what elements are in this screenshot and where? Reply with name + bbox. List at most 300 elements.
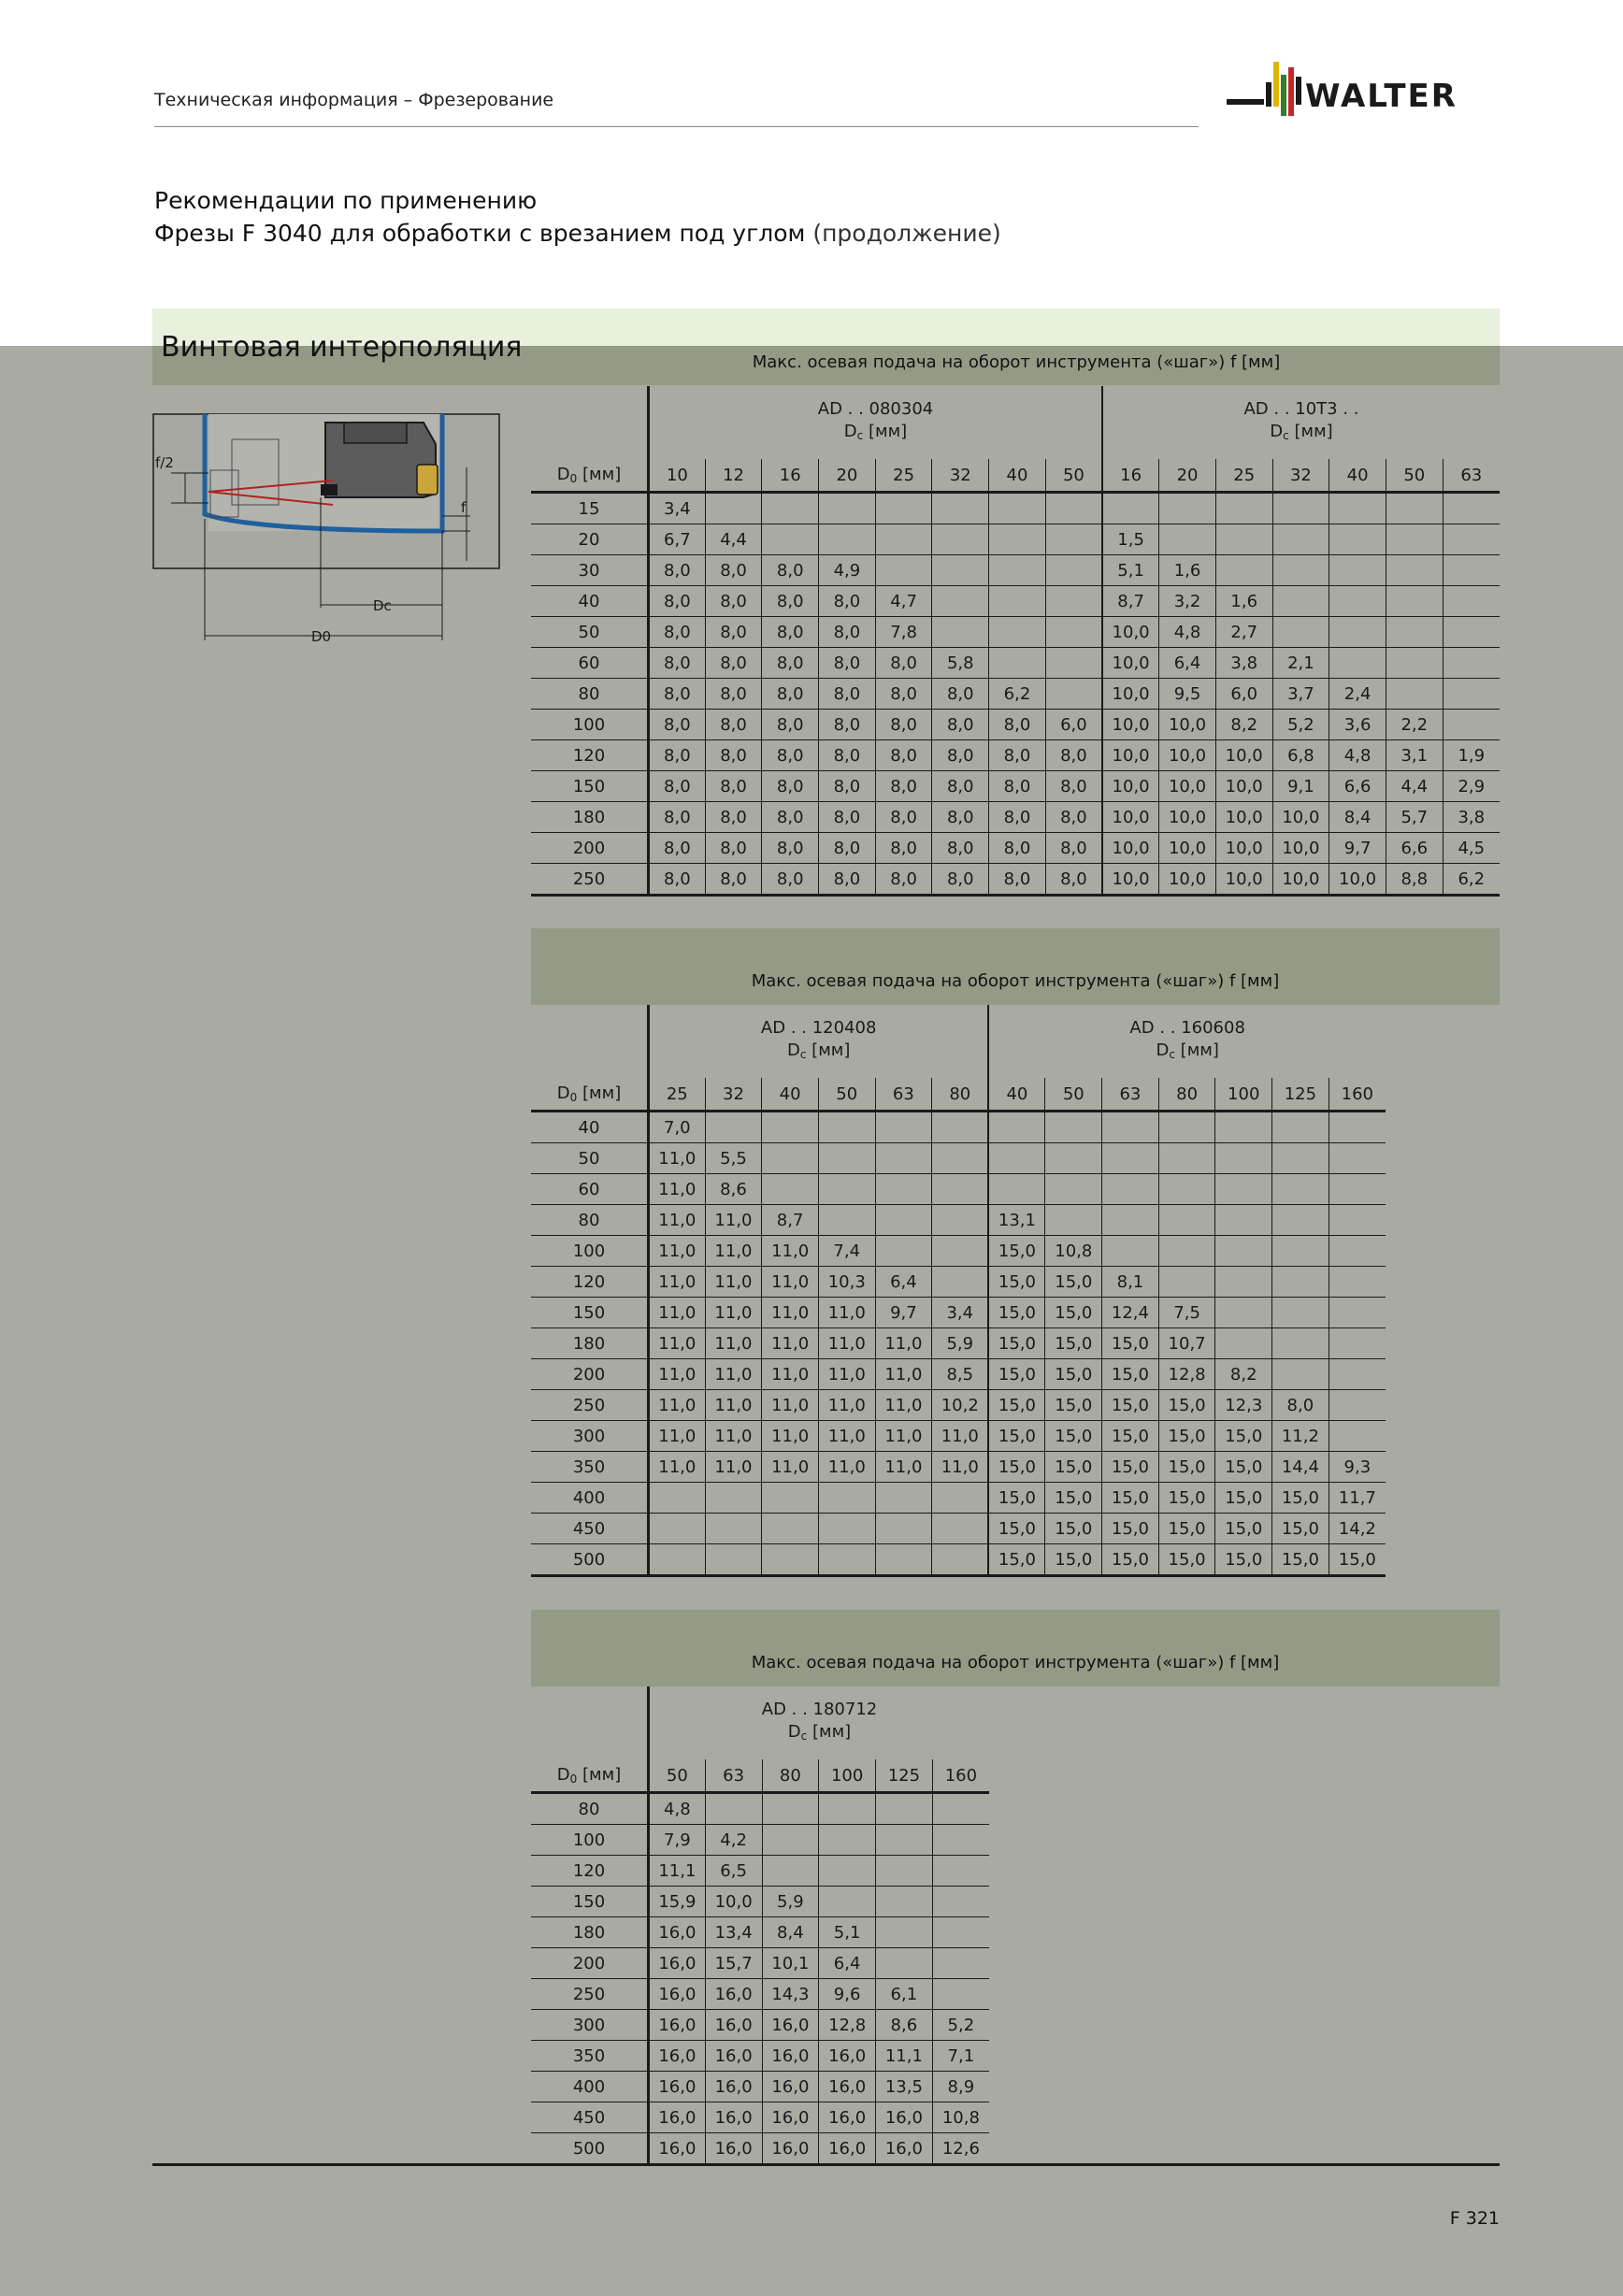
d0-value: 180: [531, 1917, 649, 1948]
feed-value: 15,0: [988, 1298, 1045, 1328]
feed-value: 10,0: [1215, 802, 1272, 833]
dc-unit: [мм]: [1180, 1040, 1219, 1060]
feed-value: 11,0: [649, 1267, 706, 1298]
feed-value: 10,0: [1272, 833, 1329, 864]
dc-value: 160: [1329, 1078, 1386, 1112]
feed-value: 8,0: [989, 771, 1046, 802]
feed-value: [1045, 679, 1102, 710]
feed-value: 8,0: [1045, 864, 1102, 896]
feed-value: 11,0: [649, 1298, 706, 1328]
feed-value: [1329, 524, 1386, 555]
feed-value: 12,4: [1102, 1298, 1159, 1328]
feed-value: [988, 1112, 1045, 1143]
feed-value: [1272, 524, 1329, 555]
table1-caption: Макс. осевая подача на оборот инструмента («шаг») f [мм]: [752, 352, 1281, 372]
table-row: [531, 1390, 1386, 1421]
group-header: [988, 1005, 1386, 1078]
feed-value: 16,0: [819, 2072, 876, 2102]
d0-header: [531, 1078, 649, 1112]
dc-value: 16: [1102, 459, 1159, 493]
feed-value: 5,1: [819, 1917, 876, 1948]
feed-value: [762, 1143, 819, 1174]
feed-value: [1045, 555, 1102, 586]
feed-value: [876, 1887, 933, 1917]
feed-value: 10,0: [1272, 864, 1329, 896]
feed-value: [1329, 1298, 1386, 1328]
d0-value: 400: [531, 2072, 649, 2102]
d0-value: 80: [531, 1793, 649, 1825]
feed-value: 9,5: [1159, 679, 1216, 710]
d0-value: 60: [531, 648, 649, 679]
table-row: [531, 524, 1500, 555]
feed-value: [875, 1544, 932, 1576]
feed-value: 11,0: [705, 1452, 762, 1483]
feed-value: [1215, 1143, 1272, 1174]
d0-symbol: D: [556, 1083, 570, 1103]
feed-value: 11,0: [705, 1205, 762, 1236]
feed-value: 4,4: [705, 524, 762, 555]
table-row: [531, 1112, 1386, 1143]
table-row: [531, 679, 1500, 710]
feed-value: [988, 1143, 1045, 1174]
feed-value: 15,0: [1158, 1390, 1215, 1421]
feed-value: 6,4: [819, 1948, 876, 1979]
dc-value: 63: [1102, 1078, 1159, 1112]
feed-value: [1158, 1205, 1215, 1236]
feed-value: [819, 1825, 876, 1856]
feed-value: 8,0: [989, 864, 1046, 896]
feed-value: 11,0: [762, 1390, 819, 1421]
dc-value: 125: [876, 1759, 933, 1793]
feed-value: 11,0: [875, 1328, 932, 1359]
feed-value: 10,0: [1102, 802, 1159, 833]
feed-value: 3,6: [1329, 710, 1386, 740]
dc-value: 125: [1272, 1078, 1329, 1112]
feed-value: 15,0: [1215, 1452, 1272, 1483]
group-header-row: [531, 1686, 989, 1759]
d0-header: [531, 1759, 649, 1793]
feed-value: 8,1: [1102, 1267, 1159, 1298]
feed-value: 15,0: [1158, 1514, 1215, 1544]
feed-value: [1386, 493, 1443, 524]
d0-value: 300: [531, 1421, 649, 1452]
walter-logo: [1227, 58, 1503, 133]
feed-value: [762, 1514, 819, 1544]
feed-value: 15,0: [1045, 1298, 1102, 1328]
feed-value: [1045, 1112, 1102, 1143]
table-row: [531, 1359, 1386, 1390]
feed-value: 12,6: [932, 2133, 989, 2165]
feed-value: 8,0: [819, 679, 876, 710]
feed-value: 3,7: [1272, 679, 1329, 710]
feed-value: [1102, 493, 1159, 524]
table-row: [531, 1483, 1386, 1514]
feed-value: 8,0: [649, 710, 706, 740]
feed-value: [762, 1483, 819, 1514]
feed-value: 10,0: [1215, 833, 1272, 864]
feed-value: 16,0: [705, 2041, 762, 2072]
feed-value: 10,0: [1159, 740, 1216, 771]
d0-value: 100: [531, 1825, 649, 1856]
feed-value: 11,0: [705, 1236, 762, 1267]
insert-type: AD . . 180712: [761, 1700, 878, 1719]
d0-value: 180: [531, 1328, 649, 1359]
feed-value: 16,0: [876, 2102, 933, 2133]
feed-value: [1272, 617, 1329, 648]
d0-value: 250: [531, 864, 649, 896]
feed-value: 11,0: [818, 1421, 875, 1452]
feed-value: [818, 1143, 875, 1174]
table-row: [531, 1514, 1386, 1544]
feed-value: 8,0: [762, 555, 819, 586]
group-header: [649, 1005, 989, 1078]
feed-value: 11,0: [818, 1359, 875, 1390]
feed-value: [705, 1514, 762, 1544]
feed-value: [1443, 524, 1500, 555]
feed-value: 10,0: [1102, 679, 1159, 710]
feed-value: 5,7: [1386, 802, 1443, 833]
feed-value: 8,0: [875, 679, 932, 710]
feed-value: 9,3: [1329, 1452, 1386, 1483]
feed-value: [1386, 617, 1443, 648]
feed-value: 10,1: [762, 1948, 819, 1979]
feed-table-2: [531, 1005, 1386, 1577]
feed-value: 6,8: [1272, 740, 1329, 771]
feed-value: [1215, 1236, 1272, 1267]
feed-value: 6,2: [989, 679, 1046, 710]
feed-value: 8,0: [762, 771, 819, 802]
dc-value: 80: [762, 1759, 819, 1793]
feed-value: [1045, 1174, 1102, 1205]
d0-value: 500: [531, 2133, 649, 2165]
feed-value: 8,2: [1215, 710, 1272, 740]
d0-subscript: 0: [569, 472, 578, 485]
feed-value: [876, 1917, 933, 1948]
feed-value: [932, 1174, 989, 1205]
dc-value: 63: [1443, 459, 1500, 493]
dc-value: 32: [932, 459, 989, 493]
feed-value: 4,8: [1159, 617, 1216, 648]
feed-value: 14,2: [1329, 1514, 1386, 1544]
d0-value: 350: [531, 1452, 649, 1483]
group-header: [1102, 386, 1500, 459]
feed-value: 3,1: [1386, 740, 1443, 771]
feed-value: [1272, 1205, 1329, 1236]
dc-value: 80: [1158, 1078, 1215, 1112]
feed-value: 8,0: [989, 710, 1046, 740]
table-row: [531, 864, 1500, 896]
feed-value: 8,0: [705, 802, 762, 833]
feed-value: 10,0: [1159, 802, 1216, 833]
feed-value: 15,0: [988, 1236, 1045, 1267]
feed-value: 6,7: [649, 524, 706, 555]
feed-value: [1329, 1112, 1386, 1143]
feed-value: 11,0: [705, 1359, 762, 1390]
feed-value: 11,0: [705, 1267, 762, 1298]
feed-value: [1045, 586, 1102, 617]
feed-value: 4,5: [1443, 833, 1500, 864]
feed-value: 11,0: [762, 1452, 819, 1483]
dc-unit: [мм]: [812, 1040, 851, 1060]
feed-value: 8,0: [649, 555, 706, 586]
dc-value: 10: [649, 459, 706, 493]
group-header-row: [531, 386, 1500, 459]
table-row: [531, 1948, 989, 1979]
table3-header-band: [531, 1610, 1500, 1686]
table-row: [531, 1452, 1386, 1483]
dc-value: 50: [1045, 459, 1102, 493]
feed-value: [1045, 493, 1102, 524]
feed-value: 11,0: [649, 1328, 706, 1359]
feed-value: 8,0: [989, 833, 1046, 864]
feed-value: 15,0: [1158, 1544, 1215, 1576]
feed-value: 9,1: [1272, 771, 1329, 802]
feed-value: 6,2: [1443, 864, 1500, 896]
feed-value: 8,0: [649, 833, 706, 864]
feed-value: 8,0: [762, 617, 819, 648]
d0-value: 80: [531, 679, 649, 710]
feed-value: [1329, 1174, 1386, 1205]
feed-value: [875, 555, 932, 586]
feed-value: 10,0: [1159, 864, 1216, 896]
dc-value: 40: [1329, 459, 1386, 493]
feed-value: 5,1: [1102, 555, 1159, 586]
feed-value: 10,0: [1102, 617, 1159, 648]
feed-value: [1159, 524, 1216, 555]
feed-value: 8,0: [932, 740, 989, 771]
feed-value: 15,0: [1102, 1390, 1159, 1421]
feed-value: [762, 493, 819, 524]
feed-value: [876, 1856, 933, 1887]
feed-value: 15,0: [1045, 1390, 1102, 1421]
feed-value: 3,8: [1215, 648, 1272, 679]
feed-value: 16,0: [649, 2041, 706, 2072]
dc-header-row: [531, 1078, 1386, 1112]
feed-value: 8,0: [705, 771, 762, 802]
feed-value: 16,0: [762, 2072, 819, 2102]
feed-value: [1386, 679, 1443, 710]
d0-subscript: 0: [569, 1772, 578, 1786]
feed-value: 8,0: [705, 679, 762, 710]
feed-value: 8,0: [762, 648, 819, 679]
feed-value: 10,0: [1215, 771, 1272, 802]
feed-table-1: [531, 386, 1500, 897]
feed-value: 11,0: [932, 1421, 989, 1452]
feed-value: 8,0: [819, 833, 876, 864]
feed-value: 15,0: [1102, 1421, 1159, 1452]
feed-value: [875, 1205, 932, 1236]
table2-header-band: [531, 928, 1500, 1005]
feed-value: 10,0: [1102, 710, 1159, 740]
feed-value: [876, 1793, 933, 1825]
feed-value: 9,7: [875, 1298, 932, 1328]
feed-value: [1272, 586, 1329, 617]
feed-value: 8,0: [762, 679, 819, 710]
d0-value: 200: [531, 1948, 649, 1979]
feed-value: [875, 1483, 932, 1514]
feed-value: 8,6: [705, 1174, 762, 1205]
feed-value: 16,0: [819, 2041, 876, 2072]
feed-value: [1443, 555, 1500, 586]
feed-value: 11,0: [649, 1205, 706, 1236]
header-rule: [154, 126, 1199, 127]
feed-value: 11,0: [705, 1298, 762, 1328]
feed-value: [1158, 1112, 1215, 1143]
feed-value: 6,6: [1386, 833, 1443, 864]
feed-value: 10,0: [1215, 740, 1272, 771]
feed-value: 8,0: [819, 771, 876, 802]
feed-value: 10,0: [1272, 802, 1329, 833]
dc-label: [650, 421, 1101, 447]
feed-value: 7,8: [875, 617, 932, 648]
feed-value: 8,0: [819, 864, 876, 896]
feed-value: [762, 524, 819, 555]
feed-value: 15,0: [1045, 1483, 1102, 1514]
feed-value: 16,0: [762, 2133, 819, 2165]
insert-type: AD . . 120408: [760, 1018, 877, 1038]
feed-value: 8,0: [705, 648, 762, 679]
feed-value: 2,9: [1443, 771, 1500, 802]
feed-value: [1272, 1359, 1329, 1390]
table-row: [531, 833, 1500, 864]
dc-label: [989, 1040, 1386, 1066]
feed-value: [818, 1483, 875, 1514]
feed-value: 16,0: [649, 2102, 706, 2133]
section-title: Винтовая интерполяция: [161, 331, 523, 364]
feed-value: 5,2: [932, 2010, 989, 2041]
feed-value: 11,0: [875, 1452, 932, 1483]
feed-value: 15,0: [988, 1421, 1045, 1452]
feed-value: [875, 493, 932, 524]
dc-header-row: [531, 459, 1500, 493]
feed-value: [875, 1143, 932, 1174]
feed-value: 15,0: [1045, 1421, 1102, 1452]
feed-value: [988, 1174, 1045, 1205]
feed-value: 11,0: [762, 1421, 819, 1452]
d0-value: 350: [531, 2041, 649, 2072]
feed-value: 2,2: [1386, 710, 1443, 740]
feed-value: [819, 1887, 876, 1917]
feed-value: [875, 1236, 932, 1267]
dc-symbol: D: [786, 1040, 800, 1060]
feed-value: [1386, 586, 1443, 617]
feed-value: [932, 586, 989, 617]
feed-value: 8,0: [989, 802, 1046, 833]
feed-value: 1,5: [1102, 524, 1159, 555]
feed-value: [932, 493, 989, 524]
feed-value: [1329, 617, 1386, 648]
feed-value: [989, 648, 1046, 679]
feed-value: [932, 1112, 989, 1143]
feed-value: 8,0: [875, 833, 932, 864]
table-row: [531, 1421, 1386, 1452]
feed-value: 15,9: [649, 1887, 706, 1917]
feed-value: [932, 1948, 989, 1979]
feed-value: 8,7: [1102, 586, 1159, 617]
feed-value: [932, 1793, 989, 1825]
feed-value: 8,0: [705, 740, 762, 771]
dc-symbol: D: [1270, 422, 1284, 441]
feed-value: 2,1: [1272, 648, 1329, 679]
feed-value: [762, 1856, 819, 1887]
feed-value: [1215, 1298, 1272, 1328]
insert-type: AD . . 080304: [817, 399, 934, 419]
feed-value: [1272, 555, 1329, 586]
feed-value: 15,0: [1045, 1452, 1102, 1483]
feed-value: 15,0: [1272, 1483, 1329, 1514]
d0-value: 120: [531, 1267, 649, 1298]
table-row: [531, 1856, 989, 1887]
feed-value: [1215, 1205, 1272, 1236]
feed-value: 8,0: [649, 771, 706, 802]
feed-value: 7,9: [649, 1825, 706, 1856]
feed-value: 11,0: [762, 1298, 819, 1328]
feed-value: [649, 1483, 706, 1514]
feed-value: 1,6: [1215, 586, 1272, 617]
feed-value: 1,9: [1443, 740, 1500, 771]
group-header: [649, 1686, 990, 1759]
feed-value: [932, 1143, 989, 1174]
feed-value: [1443, 679, 1500, 710]
d0-header: [531, 459, 649, 493]
feed-value: [819, 1856, 876, 1887]
group-header: [649, 386, 1103, 459]
feed-value: 11,0: [649, 1236, 706, 1267]
feed-value: 6,0: [1215, 679, 1272, 710]
feed-value: 11,1: [649, 1856, 706, 1887]
feed-value: [818, 1514, 875, 1544]
feed-value: 16,0: [705, 2010, 762, 2041]
feed-value: 8,0: [705, 833, 762, 864]
feed-value: 8,0: [819, 586, 876, 617]
feed-value: 15,0: [1158, 1421, 1215, 1452]
feed-value: [1329, 1328, 1386, 1359]
feed-value: 11,0: [649, 1390, 706, 1421]
feed-value: [1329, 1236, 1386, 1267]
dc-unit: [мм]: [812, 1722, 852, 1742]
feed-value: 15,0: [1158, 1483, 1215, 1514]
feed-value: 16,0: [819, 2133, 876, 2165]
dc-value: 160: [932, 1759, 989, 1793]
feed-value: 8,0: [819, 740, 876, 771]
dc-value: 32: [705, 1078, 762, 1112]
dc-unit: [мм]: [869, 422, 908, 441]
feed-value: 8,0: [649, 679, 706, 710]
d0-value: 300: [531, 2010, 649, 2041]
feed-value: 15,7: [705, 1948, 762, 1979]
feed-value: 11,0: [705, 1390, 762, 1421]
feed-value: 8,0: [819, 648, 876, 679]
feed-value: 10,8: [1045, 1236, 1102, 1267]
feed-value: 8,0: [875, 710, 932, 740]
diagram-label-f-half: f/2: [155, 454, 174, 471]
feed-value: [819, 1793, 876, 1825]
feed-value: 16,0: [649, 2010, 706, 2041]
d0-value: 40: [531, 586, 649, 617]
d0-value: 30: [531, 555, 649, 586]
feed-value: [1158, 1174, 1215, 1205]
feed-value: [1215, 555, 1272, 586]
d0-value: 450: [531, 1514, 649, 1544]
table-row: [531, 555, 1500, 586]
feed-value: [989, 493, 1046, 524]
feed-value: [1272, 1267, 1329, 1298]
feed-value: 10,0: [1102, 833, 1159, 864]
table-row: [531, 493, 1500, 524]
feed-value: [1215, 1112, 1272, 1143]
page-title-suffix: (продолжение): [812, 220, 1001, 247]
feed-value: 8,0: [649, 802, 706, 833]
